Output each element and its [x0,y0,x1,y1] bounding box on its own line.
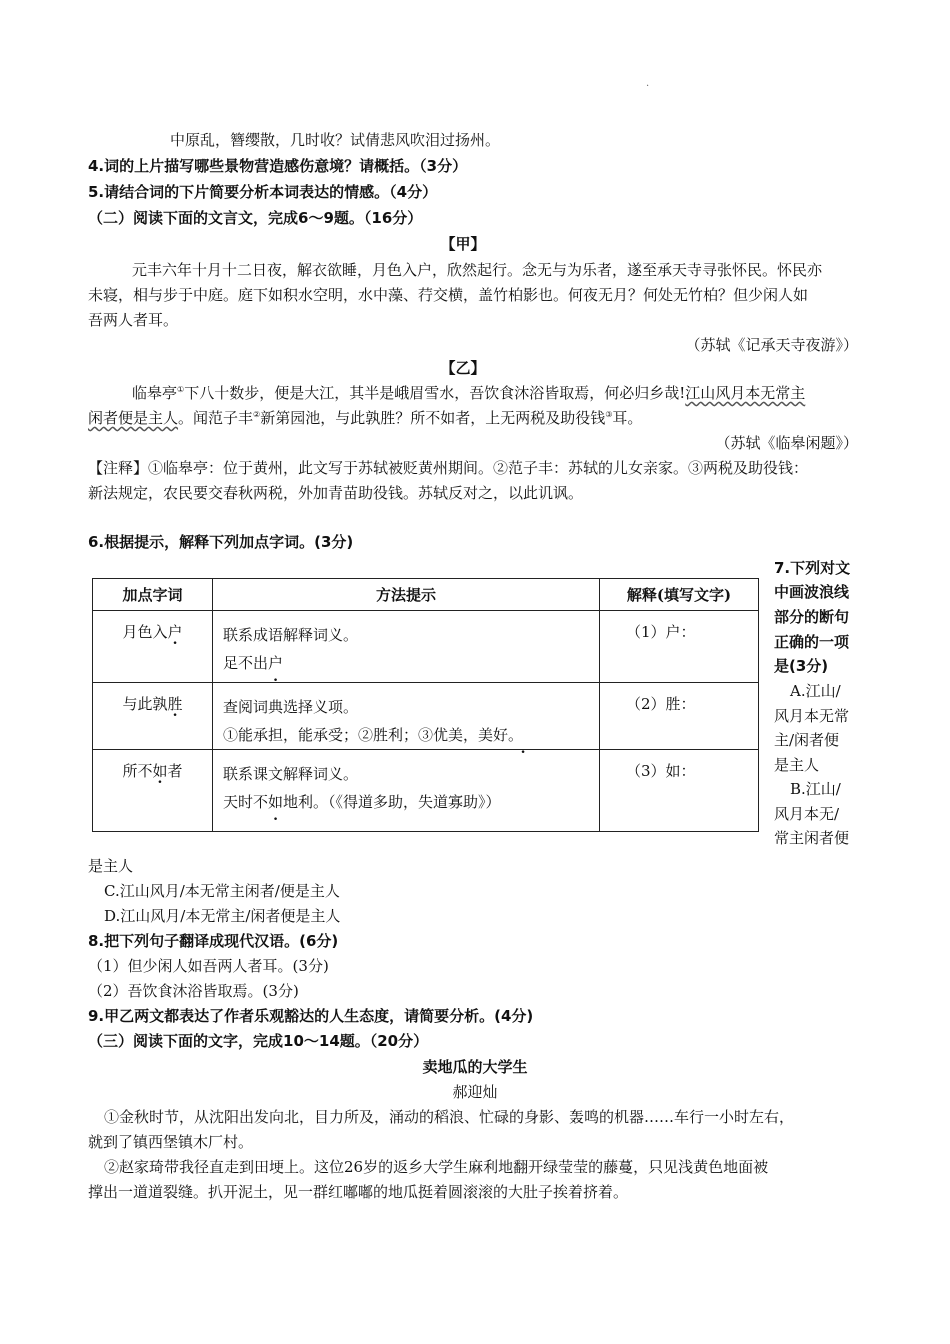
word-text-tail: 者 [167,762,183,780]
article-title: 卖地瓜的大学生 [422,1058,528,1076]
question-9: 9.甲乙两文都表达了作者乐观豁达的人生态度，请简要分析。(4分) [88,1007,534,1025]
question-4: 4.词的上片描写哪些景物营造感伤意境？请概括。（3分） [88,157,468,175]
hint-cell [213,611,600,683]
q7-side-4: 正确的一项 [774,633,850,651]
hint-line: 联系成语解释词义。 [223,626,359,644]
word-text: 月色入 [122,623,168,641]
hint-line: 联系课文解释词义。 [223,765,359,783]
yi-l2-a: 。闻范子丰 [178,409,254,427]
q7-option-b-3: 常主闲者便 [774,829,850,847]
q7-side-3: 部分的断句 [774,608,850,626]
hint-cell [213,750,600,832]
poem-tail-line: 中原乱，簪缨散，几时收？试倩悲风吹泪过扬州。 [170,131,501,149]
q7-option-b-1: B.江山/ [790,780,841,798]
hint-example [223,649,599,677]
q8-item-1: （1）但少闲人如吾两人者耳。(3分) [88,957,329,975]
wavy-phrase-2: 闲者便是主人 [88,409,179,427]
word-cell [93,683,213,750]
footnote-2-mark: ② [253,410,261,419]
q7-option-a-2: 风月本无常 [774,707,850,725]
para-2-line-2: 撑出一道道裂缝。扒开泥土，见一群红嘟嘟的地瓜挺着圆滚滚的大肚子挨着挤着。 [88,1183,629,1201]
note-line-1: 【注释】①临皋亭：位于黄州，此文写于苏轼被贬黄州期间。②范子丰：苏轼的儿女亲家。③两税及助役钱： [88,459,809,477]
q7-option-b-tail: 是主人 [88,857,134,875]
table-row [93,683,759,750]
word-cell [93,750,213,832]
hint-example [223,788,599,816]
q6-table [92,578,759,832]
answer-cell[interactable]: （2）胜： [600,683,759,750]
article-author: 郝迎灿 [452,1083,498,1101]
table-header-row [93,579,759,611]
jia-line-2: 未寝，相与步于中庭。庭下如积水空明，水中藻、荇交横，盖竹柏影也。何夜无月？何处无竹柏？但少闲人如 [88,286,809,304]
jia-line-3: 吾两人者耳。 [88,311,179,329]
para-1-line-1: ①金秋时节，从沈阳出发向北，目力所及，涌动的稻浪、忙碌的身影、轰鸣的机器……车行一小时左右， [104,1108,795,1126]
footnote-3-mark: ③ [605,410,613,419]
hint-example-text: ①能承担，能承受；②胜利；③优美，美好。 [223,726,524,744]
word-cell [93,611,213,683]
answer-cell[interactable]: （1）户： [600,611,759,683]
question-8: 8.把下列句子翻译成现代汉语。(6分) [88,932,339,950]
jia-line-1: 元丰六年十月十二日夜，解衣欲睡，月色入户，欣然起行。念无与为乐者，遂至承天寺寻张怀民。怀民亦 [132,261,823,279]
yi-line-2 [88,406,642,430]
wavy-phrase-1: 江山风月本无常主 [685,384,806,402]
footnote-1-mark: ① [177,385,185,394]
hint-example-text: 足不出 [223,654,269,672]
hint-example-tail: 地利。（《得道多助，失道寡助》） [283,793,501,811]
answer-cell[interactable]: （3）如： [600,750,759,832]
q8-item-2: （2）吾饮食沐浴皆取焉。(3分) [88,982,299,1000]
hint-cell [213,683,600,750]
dotted-char: 胜 [167,695,183,713]
question-6: 6.根据提示，解释下列加点字词。(3分) [88,533,354,551]
question-5: 5.请结合词的下片简要分析本词表达的情感。（4分） [88,183,438,201]
yi-l1-a: 临皋亭 [132,384,178,402]
hint-line: 查阅词典选择义项。 [223,698,359,716]
hint-example-text: 天时不 [223,793,269,811]
q7-side-2: 中画波浪线 [774,583,850,601]
table-row [93,750,759,832]
table-row [93,611,759,683]
section-2-heading: （二）阅读下面的文言文，完成6～9题。（16分） [88,209,423,227]
para-2-line-1: ②赵家琦带我径直走到田埂上。这位26岁的返乡大学生麻利地翻开绿莹莹的藤蔓，只见浅黄色地面被 [104,1158,769,1176]
dotted-char: 户 [268,654,284,672]
word-text: 所不 [122,762,153,780]
q7-option-a-3: 主/闲者便 [774,731,840,749]
header-hint: 方法提示 [213,579,600,611]
yi-source: （苏轼《临皋闲题》） [715,434,858,452]
header-word: 加点字词 [93,579,213,611]
dotted-char: 户 [167,623,183,641]
section-3-heading: （三）阅读下面的文字，完成10～14题。（20分） [88,1032,429,1050]
corner-mark: . [646,78,650,89]
dotted-char: 如 [152,762,168,780]
hint-example [223,721,599,749]
yi-l1-b: 下八十数步，便是大江，其半是峨眉雪水，吾饮食沐浴皆取焉，何必归乡哉! [184,384,686,402]
jia-label: 【甲】 [440,235,486,253]
q7-option-b-2: 风月本无/ [774,805,840,823]
q7-side-5: 是(3分) [774,657,829,675]
q7-option-a-1: A.江山/ [790,682,841,700]
word-text: 与此孰 [122,695,168,713]
q7-option-c: C.江山风月/本无常主闲者/便是主人 [104,882,340,900]
yi-l2-c: 耳。 [612,409,643,427]
note-line-2: 新法规定，农民要交春秋两税，外加青苗助役钱。苏轼反对之，以此讥讽。 [88,484,584,502]
para-1-line-2: 就到了镇西堡镇木厂村。 [88,1133,254,1151]
dotted-char: 如 [268,793,284,811]
jia-source: （苏轼《记承天寺夜游》） [685,336,858,354]
yi-l2-b: 新第园池，与此孰胜？所不如者，上无两税及助役钱 [260,409,606,427]
q7-option-a-4: 是主人 [774,756,820,774]
header-answer: 解释(填写文字) [600,579,759,611]
q7-side-1: 7.下列对文 [774,559,851,577]
q7-option-d: D.江山风月/本无常主/闲者便是主人 [104,907,341,925]
yi-line-1 [132,381,805,405]
yi-label: 【乙】 [440,359,486,377]
